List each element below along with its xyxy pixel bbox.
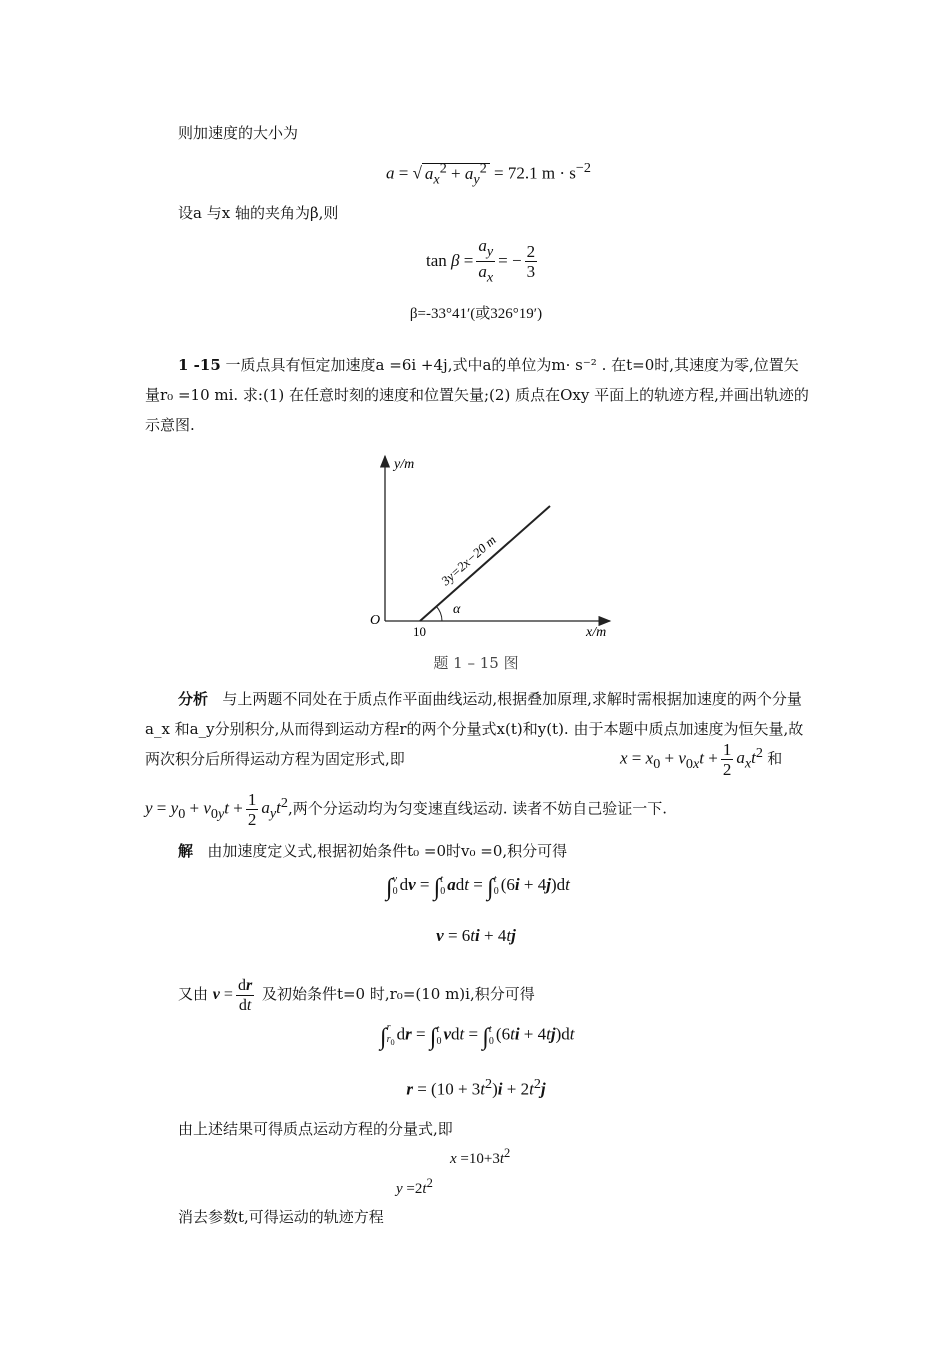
angle-intro-text: 设a 与x 轴的夹角为β,则 [178, 204, 339, 222]
component-x-equation: $x =10+3t^2$ [450, 1146, 511, 1167]
problem-statement [145, 350, 810, 440]
analysis-text: 与上两题不同处在于质点作平面曲线运动,根据叠加原理,求解时需根据加速度的两个分量a_x 和a_y分别积分,从而得到运动方程r的两个分量式x(t)和y(t). 由于本题中质点加速度为恒矢量,故两次积分后所得运动方程为固定形式,即 [145, 690, 804, 768]
position-integral: ∫ r $r_0$ dr = ∫ t 0 vdt = ∫ t 0 (6ti + 4tj)dt [380, 1022, 575, 1051]
figure-caption: 题 1 – 15 图 [433, 654, 519, 672]
beta-result: β=-33°41′(或326°19′) [409, 306, 543, 322]
trajectory-figure [360, 448, 630, 643]
velocity-integral: ∫ v 0 dv = ∫ t 0 adt = ∫ t 0 (6i + 4j)dt [386, 874, 570, 901]
problem-number: 1 -15 [178, 356, 221, 374]
motion-equation-y: $y = y_0 + v_{0y}t$ + $\frac{1}{2}$ $a_yt^2$,两个分运动均为匀变速直线运动. 读者不妨自己验证一下. [145, 790, 668, 829]
line-equation-label: 3y=2x−20 m [438, 532, 499, 589]
accel-equation: a = √ $a_x^2 + a_y^2 = 72.1$ $m \cdot s^{-2}$ [386, 160, 591, 188]
tan-equation: tan β = $\frac{a_y}{a_x}$ = − $\frac{2}{3}$ [426, 236, 536, 286]
motion-equation-x: $x = x_0 + v_{0x}t$ + $\frac{1}{2}$ $a_xt^2$ 和 [620, 740, 783, 779]
position-intro: 又由 v = $\frac{dr}{dt}$ 及初始条件t=0 时,r₀=(10 m)i,积分可得 [178, 977, 535, 1014]
origin-label: O [370, 613, 381, 628]
eliminate-parameter-text: 消去参数t,可得运动的轨迹方程 [178, 1208, 384, 1226]
accel-intro-text: 则加速度的大小为 [178, 124, 299, 142]
velocity-result: v = 6ti + 4tj [436, 926, 516, 945]
solution-heading: 解 [178, 842, 194, 860]
position-result: $r = (10 + 3t^2)i + 2t^2j$ [406, 1076, 546, 1099]
angle-arc [436, 606, 442, 621]
problem-text: 一质点具有恒定加速度a =6i +4j,式中a的单位为m· s⁻² . 在t=0时,其速度为零,位置矢量r₀ =10 mi. 求:(1) 在任意时刻的速度和位置矢量;(2) 质点在Oxy 平面上的轨迹方程,并画出轨迹的示意图. [145, 356, 809, 434]
component-y-equation: $y =2t^2$ [396, 1176, 433, 1197]
analysis-conclusion: ,两个分运动均为匀变速直线运动. 读者不妨自己验证一下. [287, 799, 668, 818]
x-axis-label: x/m [586, 625, 607, 640]
solution-intro: 解 由加速度定义式,根据初始条件t₀ =0时v₀ =0,积分可得 [178, 842, 568, 860]
angle-label: α [453, 602, 461, 617]
components-intro: 由上述结果可得质点运动方程的分量式,即 [178, 1120, 453, 1138]
x-tick-label: 10 [413, 624, 426, 639]
analysis-heading: 分析 [178, 690, 209, 708]
trajectory-line [420, 506, 550, 621]
y-axis-label: y/m [394, 457, 415, 472]
